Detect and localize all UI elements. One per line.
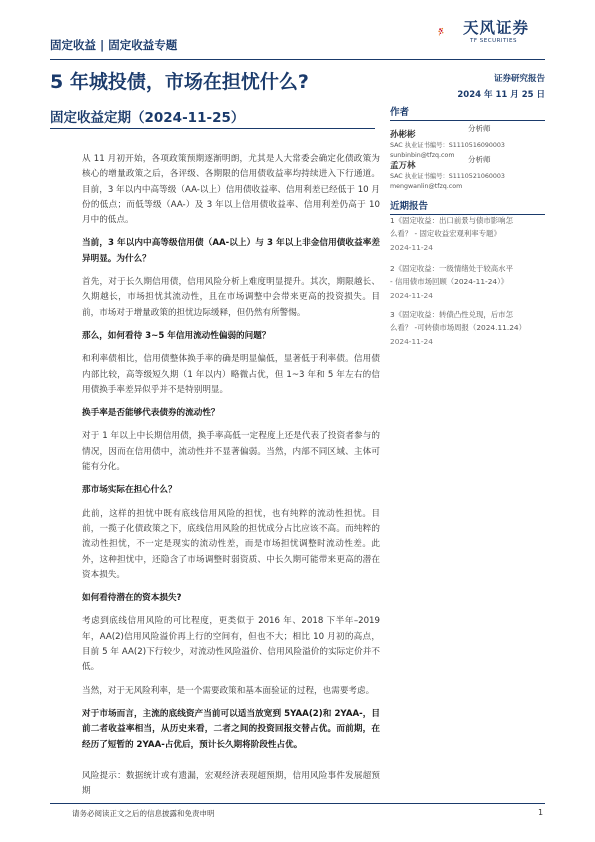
footer-disclaimer: 请务必阅读正文之后的信息披露和免责申明 (72, 809, 215, 818)
recent-report-title[interactable]: 2《固定收益：一级情绪处于较高水平 (390, 264, 513, 273)
author-email[interactable]: mengwanlin@tfzq.com (390, 182, 463, 190)
recent-report-title[interactable]: 么看？ - 固定收益宏观利率专题》 (390, 229, 501, 239)
page-title: 5 年城投债，市场在担忧什么? (50, 71, 309, 93)
report-date: 2024 年 11 月 25 日 (457, 90, 545, 100)
subtitle-divider (50, 128, 375, 129)
author-card (390, 153, 545, 191)
question-heading: 如何看待潜在的资本损失? (82, 593, 182, 604)
paragraph: 对于 1 年以上中长期信用债，换手率高低一定程度上还是代表了投资者参与的情况，因而在信用债中，流动性并不显著偏弱。当然，内部不同区域、主体可能有分化。 (82, 431, 380, 473)
author-role: 分析师 (468, 124, 491, 133)
authors-heading: 作者 (390, 107, 410, 118)
footer-divider (50, 803, 545, 804)
question-heading: 当前，3 年以内中高等级信用债（AA-以上）与 3 年以上非金信用债收益率差异明显。为什么？ (82, 238, 380, 264)
recent-report-date: 2024-11-24 (390, 290, 433, 300)
page-subtitle: 固定收益定期（2024-11-25） (50, 110, 245, 126)
recent-report-date: 2024-11-24 (390, 336, 433, 346)
recent-report-title[interactable]: 3《固定收益：转债凸性兑现，后市怎 (390, 310, 513, 319)
authors-divider (390, 120, 545, 121)
recent-report-title[interactable]: 1《固定收益：出口前景与债市影响怎 (390, 216, 513, 225)
recent-report-date: 2024-11-24 (390, 242, 433, 252)
recent-report-item[interactable] (390, 308, 545, 348)
recent-reports-heading: 近期报告 (390, 201, 429, 212)
paragraph: 此前，这样的担忧中既有底线信用风险的担忧，也有纯粹的流动性担忧。目前，一揽子化债政策之下，底线信用风险的担忧成分占比应该不高。而纯粹的流动性担忧，不一定是现实的流动性差，而是市场担忧调整时流动性差。此外，这种担忧中，还隐含了市场调整时弱资质、中长久期可能带来更高的潜在资本损失。 (82, 508, 380, 580)
page-number: 1 (538, 808, 544, 817)
question-heading: 换手率是否能够代表债券的流动性？ (82, 408, 220, 419)
paragraph: 考虑到底线信用风险的可比程度，更类似于 2016 年、2018 下半年–2019 年，AA(2)信用风险溢价再上行的空间有，但也不大；相比 10 月初的高点，目前 5 年 AA(2)下行较少，对流动性风险溢价、信用风险溢价的实际定价并不低。 (82, 616, 380, 673)
logo-chinese-text: 天风证券 (463, 19, 530, 37)
author-sac: SAC 执业证书编号：S1110521060003 (390, 173, 505, 180)
author-email[interactable]: sunbinbin@tfzq.com (390, 151, 455, 159)
conclusion-paragraph: 对于市场而言，主流的底线资产当前可以适当放宽到 5YAA(2)和 2YAA-，目前二者收益率相当，从历史来看，二者之间的投资回报交替占优。而前期，在经历了短暂的 2YAA-占优后，预计长久期将阶段性占优。 (82, 708, 380, 750)
question-heading: 那市场实际在担心什么？ (82, 485, 177, 496)
recent-report-title[interactable]: 么看？ -可转债市场周报（2024.11.24） (390, 323, 527, 333)
logo-english-text: TF SECURITIES (470, 38, 517, 44)
recent-report-item[interactable] (390, 214, 545, 254)
main-body (82, 152, 380, 807)
risk-warning: 风险提示：数据统计或有遗漏，宏观经济表现超预期，信用风险事件发展超预期 (82, 770, 380, 797)
recent-report-title[interactable]: - 信用债市场回顾（2024-11-24）》 (390, 277, 509, 287)
recent-reports-section (390, 198, 545, 215)
question-heading: 那么，如何看待 3~5 年信用流动性偏弱的问题？ (82, 330, 271, 341)
paragraph: 从 11 月初开始，各项政策预期逐渐明朗，尤其是人大常委会确定化债政策为核心的增量政策之后，各评级、各期限的信用债收益率均持续进入下行通道。目前，3 年以内中高等级（AA-以上）信用债收益率、信用利差已经低于 10 月份的低点；而低等级（AA-）及 3 年以上信用债收益率、信用利差仍高于 10 月中的低点。 (82, 154, 380, 226)
author-role: 分析师 (468, 155, 491, 164)
recent-report-item[interactable] (390, 262, 545, 302)
report-type: 证券研究报告 (493, 74, 545, 84)
paragraph: 当然，对于无风险利率，是一个需要政策和基本面验证的过程，也需要考虑。 (82, 685, 375, 696)
authors-section (390, 104, 545, 121)
author-sac: SAC 执业证书编号：S1110516090003 (390, 142, 505, 149)
report-category: 固定收益 | 固定收益专题 (50, 38, 178, 52)
tf-securities-logo-icon (438, 12, 464, 52)
author-name: 孟万林 (390, 161, 416, 171)
header-divider (50, 59, 545, 60)
paragraph: 和利率债相比，信用债整体换手率的确是明显偏低，显著低于利率债。信用债内部比较，高等级短久期（1 年以内）略微占优，但 1~3 年和 5 年左右的信用债换手率差异似乎并不是特别明显。 (82, 354, 380, 395)
paragraph: 首先，对于长久期信用债，信用风险分析上难度明显提升。其次，期限越长、久期越长，市场担忧其流动性，且在市场调整中会带来更高的投资损失。目前，市场对于增量政策的担忧边际缓释，但仍然有所警惕。 (82, 277, 380, 318)
author-name: 孙彬彬 (390, 130, 416, 140)
